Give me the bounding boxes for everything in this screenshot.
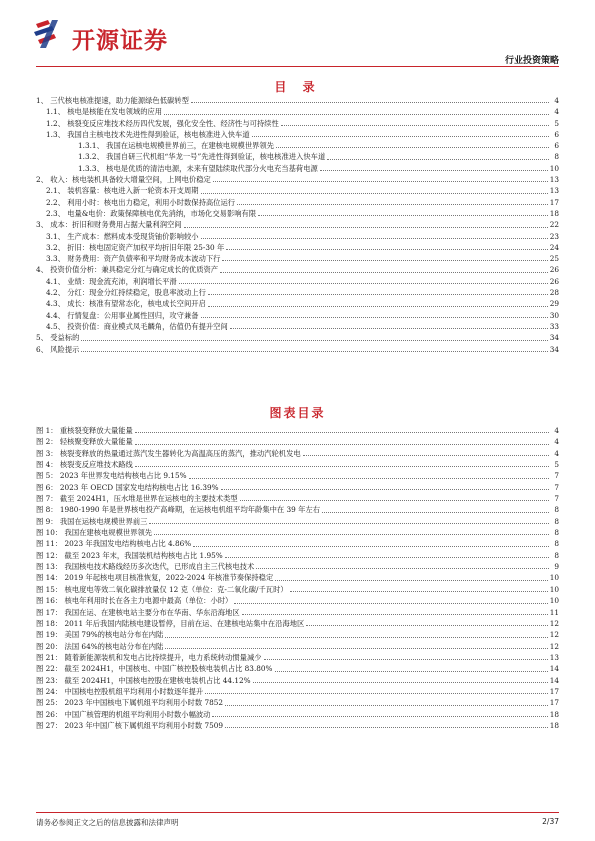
dot-leader: [165, 648, 547, 649]
figure-entry[interactable]: [36, 663, 559, 674]
figure-entry[interactable]: [36, 470, 559, 481]
figure-entry-label: 图 24： 中国核电控股机组平均利用小时数逐年提升: [36, 686, 204, 696]
toc-entry-label: 4、 投资价值分析：兼具稳定分红与确定成长的优质资产: [36, 265, 219, 275]
figure-entry-page: 11: [549, 607, 559, 617]
toc-entry-label: 1.3.1、 我国在运核电规模世界前三，在建核电规模世界领先: [78, 141, 275, 151]
dot-leader: [208, 294, 548, 295]
dot-leader: [135, 432, 549, 433]
figure-entry-label: 图 6： 2023 年 OECD 国家发电结构核电占比 16.39%: [36, 482, 219, 492]
dot-leader: [275, 580, 547, 581]
footer-disclaimer: 请务必参阅正文之后的信息披露和法律声明: [36, 818, 179, 827]
toc-entry-page: 34: [549, 333, 559, 343]
dot-leader: [220, 272, 548, 273]
dot-leader: [225, 705, 548, 706]
toc-entry[interactable]: [36, 276, 559, 287]
figure-entry[interactable]: [36, 436, 559, 447]
dot-leader: [201, 193, 548, 194]
figure-entry-label: 图 22： 截至 2024H1，中国核电、中国广核控股核电装机占比 83.80%: [36, 664, 273, 674]
figure-entry-label: 图 23： 截至 2024H1，中国核电控股在建核电装机占比 44.12%: [36, 675, 251, 685]
figure-entry-label: 图 1： 重核裂变释放大量能量: [36, 426, 133, 435]
toc-entry-label: 4.5、 投资价值：商业模式凤毛麟角，估值仍有提升空间: [46, 321, 228, 331]
dot-leader: [303, 455, 549, 456]
toc-list: [36, 95, 559, 355]
toc-entry[interactable]: [36, 174, 559, 185]
figure-entry-page: 8: [554, 539, 559, 549]
dot-leader: [189, 478, 549, 479]
figure-entry[interactable]: [36, 686, 559, 697]
figure-entry-label: 图 16： 核电年利用时长在各主力电源中最高（单位：小时）: [36, 596, 233, 606]
dot-leader: [201, 238, 548, 239]
dot-leader: [226, 249, 547, 250]
toc-entry-label: 2.1、 装机容量：核电进入新一轮资本开支周期: [46, 186, 199, 196]
toc-entry-page: 34: [549, 344, 559, 354]
dot-leader: [242, 614, 548, 615]
toc-entry[interactable]: [36, 208, 559, 219]
toc-entry[interactable]: [36, 95, 559, 106]
toc-entry-label: 3.3、 财务费用：资产负债率和平均财务成本波动下行: [46, 254, 221, 264]
figure-entry-label: 图 3： 核裂变释放的热量通过蒸汽发生器转化为高温高压的蒸汽，推动汽轮机发电: [36, 448, 301, 458]
toc-entry[interactable]: [36, 106, 559, 117]
dot-leader: [234, 603, 547, 604]
figure-entry-label: 图 25： 2023 年中国核电下属机组平均利用小时数 7852: [36, 698, 224, 708]
page-number: 2/37: [542, 817, 559, 826]
figure-entry-label: 图 8： 1980-1990 年是世界核电投产高峰期，在运核电机组平均年龄集中在 39 年左右: [36, 505, 321, 515]
toc-entry-label: 6、 风险提示: [36, 344, 80, 354]
toc-entry-page: 13: [549, 175, 559, 185]
figure-entry-page: 18: [549, 709, 559, 719]
figure-entry-label: 图 21： 随着新能源装机和发电占比持续提升，电力系统转动惯量减少: [36, 652, 262, 662]
figure-entry-label: 图 17： 我国在运、在建核电站主要分布在华南、华东沿海地区: [36, 607, 240, 617]
figure-entry-label: 图 26： 中国广核管理的机组平均利用小时数小幅波动: [36, 709, 211, 719]
toc-entry-label: 4.2、 分红：现金分红持续稳定，股息率波动上行: [46, 288, 206, 298]
figure-entry-page: 9: [554, 562, 559, 572]
figure-entry[interactable]: [36, 629, 559, 640]
figure-entry-label: 图 10： 我国在建核电规模世界领先: [36, 528, 153, 538]
figure-entry[interactable]: [36, 538, 559, 549]
toc-entry[interactable]: [36, 197, 559, 208]
figure-entry-page: 10: [549, 584, 559, 594]
figure-entry-page: 10: [549, 596, 559, 606]
figure-entry[interactable]: [36, 459, 559, 470]
toc-entry[interactable]: [36, 185, 559, 196]
dot-leader: [165, 637, 547, 638]
figure-entry[interactable]: [36, 504, 559, 515]
toc-entry-page: 33: [549, 321, 559, 331]
toc-entry[interactable]: [36, 253, 559, 264]
toc-entry[interactable]: [36, 231, 559, 242]
dot-leader: [276, 147, 549, 148]
figure-entry[interactable]: [36, 675, 559, 686]
figure-entry[interactable]: [36, 527, 559, 538]
dot-leader: [258, 215, 548, 216]
toc-entry-page: 4: [554, 96, 559, 105]
dot-leader: [221, 489, 549, 490]
figure-entry-page: 4: [554, 448, 559, 458]
dot-leader: [191, 102, 549, 103]
figure-entry-page: 14: [549, 664, 559, 674]
figure-entry[interactable]: [36, 720, 559, 731]
dot-leader: [281, 125, 549, 126]
dot-leader: [213, 181, 548, 182]
figure-entry-label: 图 7： 截至 2024H1，压水堆是世界在运核电的主要技术类型: [36, 494, 238, 504]
dot-leader: [322, 512, 549, 513]
toc-entry-label: 3.1、 生产成本：燃料成本受现货铀价影响较小: [46, 231, 199, 241]
figure-entry-page: 12: [549, 618, 559, 628]
figure-entry-label: 图 27： 2023 年中国广核下属机组平均利用小时数 7509: [36, 720, 224, 730]
dot-leader: [264, 659, 548, 660]
figure-entry-page: 18: [549, 720, 559, 730]
dot-leader: [225, 557, 549, 558]
figure-entry-page: 10: [549, 573, 559, 583]
figure-entry-label: 图 18： 2011 年后我国内陆核电建设暂停，目前在运、在建核电站集中在沿海地区: [36, 618, 305, 628]
dot-leader: [81, 340, 547, 341]
figure-entry-page: 4: [554, 437, 559, 447]
figure-entry-page: 4: [554, 426, 559, 435]
toc-entry-label: 4.3、 成长：核准有望常态化，核电成长空间开启: [46, 299, 206, 309]
figure-entry-label: 图 2： 轻核聚变释放大量能量: [36, 437, 133, 447]
toc-entry-label: 1.3、 我国自主核电技术先进性得到验证，核电核准进入快车道: [46, 129, 250, 139]
footer-divider: [36, 812, 559, 813]
report-type: 行业投资策略: [504, 56, 559, 66]
dot-leader: [81, 351, 547, 352]
figure-entry[interactable]: [36, 607, 559, 618]
toc-entry-page: 18: [549, 208, 559, 218]
figure-entry[interactable]: [36, 561, 559, 572]
toc-entry-page: 8: [554, 152, 559, 162]
dot-leader: [252, 136, 549, 137]
toc-entry-label: 4.1、 业绩：现金流充沛，利润增长平滑: [46, 276, 177, 286]
figure-entry-label: 图 15： 核电度电等效二氧化碳排放量仅 12 克（单位：克-二氧化碳/千瓦时）: [36, 584, 288, 594]
toc-entry-label: 3、 成本：折旧和财务费用占据大量利润空间: [36, 220, 182, 230]
figure-entry[interactable]: [36, 595, 559, 606]
figure-entry-page: 13: [549, 652, 559, 662]
toc-entry[interactable]: [36, 219, 559, 230]
brand-name: 开源证券: [72, 28, 168, 54]
figure-entry[interactable]: [36, 425, 559, 436]
figure-entry-page: 7: [554, 471, 559, 481]
toc-entry-page: 22: [549, 220, 559, 230]
toc-entry[interactable]: [36, 310, 559, 321]
figure-entry-page: 17: [549, 698, 559, 708]
dot-leader: [205, 693, 548, 694]
dot-leader: [149, 523, 549, 524]
figure-entry-label: 图 20： 法国 64%的核电站分布在内陆: [36, 641, 164, 651]
dot-leader: [237, 204, 548, 205]
toc-entry-label: 5、 受益标的: [36, 333, 80, 343]
dot-leader: [212, 716, 547, 717]
dot-leader: [135, 444, 549, 445]
toc-entry-page: 13: [549, 186, 559, 196]
figure-entry-label: 图 4： 核裂变反应堆技术路线: [36, 460, 133, 470]
dot-leader: [290, 591, 548, 592]
figure-entry[interactable]: [36, 493, 559, 504]
figure-entry-page: 8: [554, 516, 559, 526]
dot-leader: [253, 682, 548, 683]
dot-leader: [327, 159, 549, 160]
toc-entry[interactable]: [36, 151, 559, 162]
toc-entry-page: 5: [554, 118, 559, 128]
kaiyuan-logo-icon: [32, 18, 66, 50]
toc-entry-label: 2.2、 利用小时：核电出力稳定，利用小时数保持高位运行: [46, 197, 236, 207]
toc-entry-page: 6: [554, 129, 559, 139]
toc-entry-label: 1.2、 核裂变反应堆技术经历四代发展，强化安全性、经济性与可持续性: [46, 118, 279, 128]
toc-entry-label: 2.3、 电量&电价：政策保障核电优先消纳，市场化交易影响有限: [46, 208, 257, 218]
figure-entry-page: 7: [554, 482, 559, 492]
figure-entry[interactable]: [36, 584, 559, 595]
figure-entry-label: 图 11： 2023 年我国发电结构核电占比 4.86%: [36, 539, 192, 549]
toc-entry-page: 4: [554, 107, 559, 117]
toc-entry-page: 25: [549, 254, 559, 264]
toc-entry-label: 3.2、 折旧：核电固定资产加权平均折旧年限 25-30 年: [46, 242, 225, 252]
toc-entry-page: 23: [549, 231, 559, 241]
figure-entry[interactable]: [36, 641, 559, 652]
dot-leader: [208, 306, 548, 307]
dot-leader: [275, 671, 548, 672]
toc-entry[interactable]: [36, 242, 559, 253]
toc-entry-page: 30: [549, 310, 559, 320]
dot-leader: [222, 260, 547, 261]
toc-entry-label: 4.4、 行情复盘：公用事业属性回归，攻守兼备: [46, 310, 199, 320]
toc-entry-label: 2、 收入：核电装机具备较大增量空间，上网电价稳定: [36, 175, 211, 185]
toc-entry[interactable]: [36, 163, 559, 174]
figure-entry-label: 图 14： 2019 年起核电项目核准恢复，2022-2024 年核准节奏保持稳定: [36, 573, 274, 583]
header-divider: [36, 66, 559, 67]
dot-leader: [179, 283, 548, 284]
figure-toc-title: 图表目录: [269, 406, 326, 420]
figure-entry-label: 图 9： 我国在运核电规模世界前三: [36, 516, 148, 526]
toc-entry[interactable]: [36, 264, 559, 275]
figure-entry-page: 5: [554, 460, 559, 470]
dot-leader: [306, 625, 547, 626]
toc-entry-page: 24: [549, 242, 559, 252]
figure-entry-page: 12: [549, 641, 559, 651]
toc-entry[interactable]: [36, 298, 559, 309]
toc-entry-label: 1.3.3、 核电是优质的清洁电源，未来有望陆续取代部分火电充当基荷电源: [78, 163, 318, 173]
dot-leader: [320, 170, 548, 171]
toc-entry[interactable]: [36, 321, 559, 332]
dot-leader: [164, 114, 549, 115]
dot-leader: [225, 727, 548, 728]
toc-entry-page: 26: [549, 276, 559, 286]
dot-leader: [154, 534, 549, 535]
toc-entry-label: 1、 三代核电核准提速，助力能源绿色低碳转型: [36, 96, 189, 105]
figure-entry[interactable]: [36, 697, 559, 708]
figure-entry[interactable]: [36, 516, 559, 527]
dot-leader: [201, 317, 548, 318]
figure-entry-page: 14: [549, 675, 559, 685]
dot-leader: [256, 568, 549, 569]
toc-entry-label: 1.1、 核电是核能在发电领域的应用: [46, 107, 163, 117]
toc-entry-page: 28: [549, 288, 559, 298]
dot-leader: [193, 546, 549, 547]
dot-leader: [230, 328, 548, 329]
figure-entry-label: 图 13： 我国核电技术路线经历多次迭代，已形成自主三代核电技术: [36, 562, 255, 572]
figure-entry[interactable]: [36, 709, 559, 720]
figure-entry-page: 8: [554, 550, 559, 560]
figure-entry[interactable]: [36, 618, 559, 629]
toc-entry[interactable]: [36, 118, 559, 129]
dot-leader: [135, 466, 549, 467]
figure-entry-label: 图 12： 截至 2023 年末，我国装机结构核电占比 1.95%: [36, 550, 223, 560]
toc-entry[interactable]: [36, 140, 559, 151]
dot-leader: [240, 500, 549, 501]
figure-entry-page: 17: [549, 686, 559, 696]
figure-entry[interactable]: [36, 652, 559, 663]
figure-entry-page: 12: [549, 630, 559, 640]
toc-entry-page: 6: [554, 141, 559, 151]
toc-entry-label: 1.3.2、 我国自研三代机组“华龙一号”先进性得到验证，核电核准进入快车道: [78, 152, 326, 162]
figure-entry[interactable]: [36, 572, 559, 583]
figure-entry-label: 图 19： 美国 79%的核电站分布在内陆: [36, 630, 164, 640]
toc-entry[interactable]: [36, 287, 559, 298]
figure-toc-list: [36, 425, 559, 731]
figure-entry-page: 8: [554, 528, 559, 538]
toc-entry-page: 17: [549, 197, 559, 207]
company-logo: [32, 14, 232, 54]
figure-entry-page: 7: [554, 494, 559, 504]
toc-entry-page: 29: [549, 299, 559, 309]
figure-entry[interactable]: [36, 448, 559, 459]
toc-entry-page: 10: [549, 163, 559, 173]
toc-title: 目 录: [274, 80, 321, 94]
dot-leader: [184, 227, 548, 228]
figure-entry-page: 8: [554, 505, 559, 515]
toc-entry[interactable]: [36, 129, 559, 140]
toc-entry-page: 26: [549, 265, 559, 275]
figure-entry-label: 图 5： 2023 年世界发电结构核电占比 9.15%: [36, 471, 187, 481]
toc-entry[interactable]: [36, 344, 559, 355]
toc-entry[interactable]: [36, 332, 559, 343]
figure-entry[interactable]: [36, 482, 559, 493]
figure-entry[interactable]: [36, 550, 559, 561]
